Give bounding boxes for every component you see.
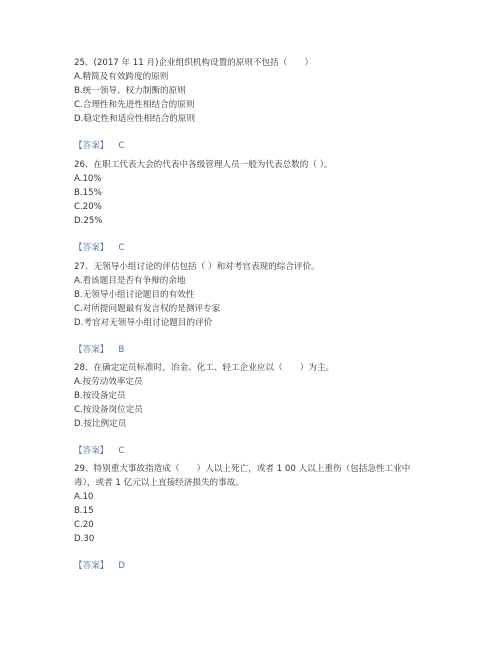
option-d: D.按比例定员 xyxy=(74,419,127,429)
option-c: C.20% xyxy=(74,202,102,212)
question-29 xyxy=(74,462,444,573)
answer-label: 【答案】 xyxy=(74,446,109,456)
option-c: C.按设备岗位定员 xyxy=(74,405,143,415)
option-a: A.精简及有效跨度的原则 xyxy=(74,72,169,82)
option-a: A.10% xyxy=(74,174,102,184)
option-c: C.合理性和先进性相结合的原则 xyxy=(74,100,195,110)
option-a: A.按劳动效率定员 xyxy=(74,377,143,387)
question-25 xyxy=(74,56,434,153)
option-a: A.10 xyxy=(74,492,94,502)
question-stem: 28、在确定定员标准时，冶金、化工、轻工企业应以（ ）为主。 xyxy=(74,363,335,373)
question-26 xyxy=(74,158,434,255)
question-stem-line-1: 29、特别重大事故指造成（ ）人以上死亡，或者 1 00 人以上重伤（包括急性工业中 xyxy=(74,464,411,474)
option-b: B.无领导小组讨论题目的有效性 xyxy=(74,290,195,300)
answer-value: C xyxy=(118,141,125,151)
question-27 xyxy=(74,260,434,357)
option-d: D.考官对无领导小组讨论题目的评价 xyxy=(74,318,213,328)
option-c: C.对所提问题最有发言权的是测评专家 xyxy=(74,304,221,314)
question-28 xyxy=(74,361,434,458)
question-stem: 25、(2017 年 11 月)企业组织机构设置的原则不包括（ ） xyxy=(74,58,314,68)
option-d: D.30 xyxy=(74,534,95,544)
answer-line xyxy=(74,139,434,153)
question-stem: 26、在职工代表大会的代表中各级管理人员一般为代表总数的（ ）。 xyxy=(74,160,333,170)
answer-line xyxy=(74,559,444,573)
answer-label: 【答案】 xyxy=(74,345,109,355)
answer-value: B xyxy=(118,345,125,355)
answer-line xyxy=(74,343,434,357)
option-d: D.稳定性和适应性相结合的原则 xyxy=(74,114,196,124)
option-d: D.25% xyxy=(74,216,103,226)
option-a: A.看该题目是否有争辩的余地 xyxy=(74,276,186,286)
answer-line xyxy=(74,241,434,255)
option-b: B.统一领导、权力制衡的原则 xyxy=(74,86,186,96)
answer-label: 【答案】 xyxy=(74,243,109,253)
option-b: B.按设备定员 xyxy=(74,391,126,401)
answer-label: 【答案】 xyxy=(74,141,109,151)
answer-value: D xyxy=(118,561,126,571)
question-stem: 27、无领导小组讨论的评估包括（ ）和对考官表现的综合评价。 xyxy=(74,262,320,272)
answer-label: 【答案】 xyxy=(74,561,109,571)
option-b: B.15% xyxy=(74,188,102,198)
answer-value: C xyxy=(118,243,125,253)
option-c: C.20 xyxy=(74,520,94,530)
question-stem-line-2: 毒），或者 1 亿元以上直接经济损失的事故。 xyxy=(74,478,244,488)
option-b: B.15 xyxy=(74,506,94,516)
answer-line xyxy=(74,444,434,458)
answer-value: C xyxy=(118,446,125,456)
